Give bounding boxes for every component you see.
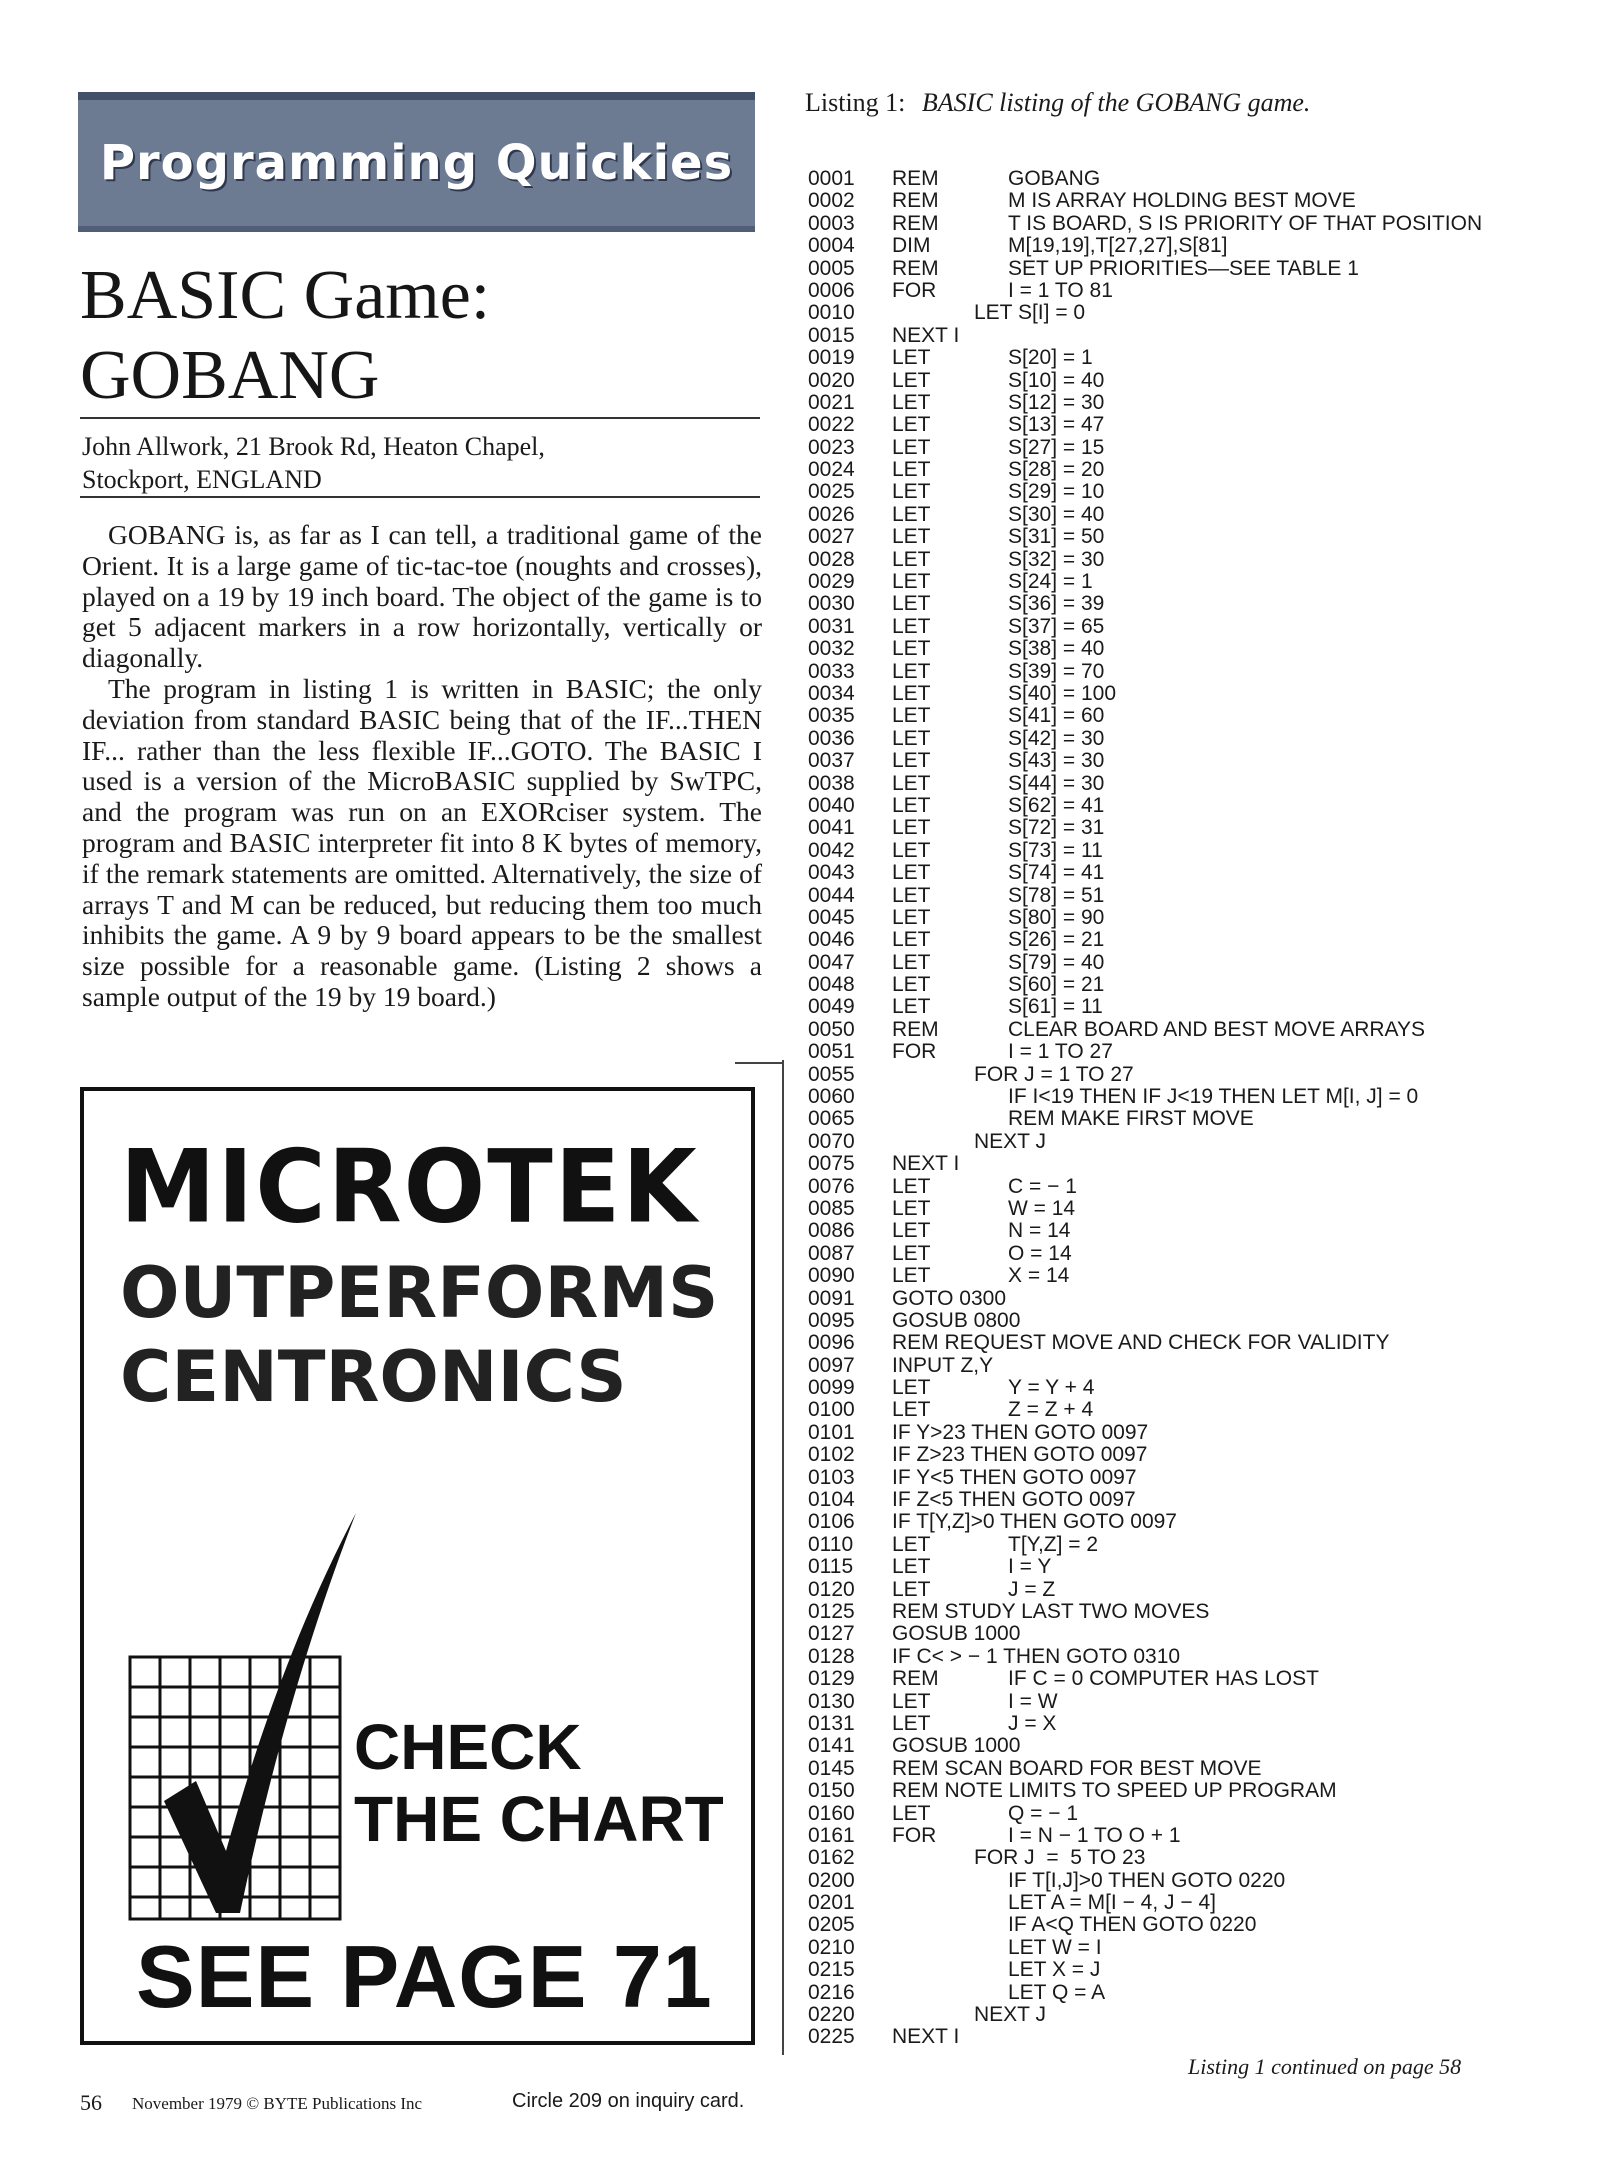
line-number: 0110	[808, 1532, 854, 1556]
argument: T[Y,Z] = 2	[1008, 1532, 1099, 1556]
line-number: 0099	[808, 1376, 855, 1400]
line-number: 0106	[808, 1510, 855, 1534]
statement: LET	[892, 525, 931, 549]
line-number: 0075	[808, 1152, 855, 1176]
line-number: 0128	[808, 1644, 855, 1668]
argument: I = W	[1008, 1689, 1058, 1713]
argument: S[41] = 60	[1008, 704, 1105, 728]
line-number: 0044	[808, 883, 855, 907]
line-number: 0026	[808, 502, 855, 526]
line-number: 0005	[808, 256, 855, 280]
line-number: 0024	[808, 458, 855, 482]
listing-caption-label: Listing 1:	[805, 88, 906, 117]
line-number: 0036	[808, 726, 855, 750]
line-number: 0129	[808, 1667, 855, 1691]
statement: LET	[892, 637, 931, 661]
argument: S[29] = 10	[1008, 480, 1105, 504]
statement: LET	[892, 1241, 931, 1265]
argument: S[31] = 50	[1008, 525, 1105, 549]
statement: GOSUB 1000	[892, 1622, 1021, 1646]
inquiry-card-note: Circle 209 on inquiry card.	[512, 2090, 745, 2112]
line-number: 0102	[808, 1443, 855, 1467]
ad-check-line-1: CHECK	[354, 1711, 582, 1783]
line-number: 0051	[808, 1040, 855, 1064]
argument: N = 14	[1008, 1219, 1071, 1243]
statement: LET	[892, 1174, 931, 1198]
line-number: 0042	[808, 838, 855, 862]
statement: LET	[892, 771, 931, 795]
statement: LET	[892, 1689, 931, 1713]
line-number: 0225	[808, 2025, 855, 2049]
line-number: 0103	[808, 1465, 855, 1489]
line-number: 0015	[808, 323, 855, 347]
statement: REM	[892, 256, 939, 280]
argument: Q = − 1	[1008, 1801, 1079, 1825]
statement: REM STUDY LAST TWO MOVES	[892, 1600, 1210, 1623]
statement: LET	[892, 435, 931, 459]
statement: REM	[892, 211, 939, 235]
argument: S[36] = 39	[1008, 592, 1105, 616]
statement: LET	[892, 547, 931, 571]
statement: IF Z>23 THEN GOTO 0097	[892, 1443, 1148, 1467]
statement: GOSUB 0800	[892, 1308, 1021, 1332]
statement: NEXT I	[892, 323, 960, 347]
statement: IF Z<5 THEN GOTO 0097	[892, 1488, 1136, 1512]
line-number: 0216	[808, 1980, 855, 2004]
argument: S[37] = 65	[1008, 614, 1105, 638]
statement: LET	[892, 749, 931, 773]
ad-headline	[120, 1251, 718, 1419]
statement: LET	[892, 458, 931, 482]
line-number: 0029	[808, 570, 855, 594]
nested-statement: LET S[I] = 0	[974, 301, 1086, 325]
paragraph: The program in listing 1 is written in BASIC; the only deviation from standard BASIC being that of the IF...THEN IF... rather than the less flexible IF...GOTO. The BASIC I used is a version of the MicroBASIC supplied by SwTPC, and the program was run on an EXORciser system. The program and BASIC interpreter fit into 8 K bytes of memory, if the remark statements are omitted. Alternatively, the size of arrays T and M can be reduced, but reducing them too much inhibits the game. A 9 by 9 board appears to be the smallest size possible for a reasonable game. (Listing 2 shows a sample output of the 19 by 19 board.)	[82, 672, 762, 1012]
statement: LET	[892, 1801, 931, 1825]
line-number: 0115	[808, 1555, 854, 1579]
statement: LET	[892, 883, 931, 907]
statement: LET	[892, 1264, 931, 1288]
statement: LET	[892, 480, 931, 504]
statement: LET	[892, 592, 931, 616]
argument: S[60] = 21	[1008, 973, 1105, 997]
statement: LET	[892, 726, 931, 750]
statement: LET	[892, 995, 931, 1019]
statement: LET	[892, 413, 931, 437]
line-number: 0104	[808, 1488, 855, 1512]
author-block	[82, 430, 545, 496]
statement: IF C< > − 1 THEN GOTO 0310	[892, 1644, 1181, 1668]
argument: S[73] = 11	[1008, 838, 1103, 862]
argument: S[61] = 11	[1008, 995, 1103, 1019]
argument: I = N − 1 TO O + 1	[1008, 1823, 1181, 1847]
line-number: 0047	[808, 950, 855, 974]
line-number: 0162	[808, 1846, 855, 1870]
argument: S[39] = 70	[1008, 659, 1105, 683]
argument: S[80] = 90	[1008, 905, 1105, 929]
argument: S[62] = 41	[1008, 793, 1105, 817]
line-number: 0096	[808, 1331, 855, 1355]
author-line-2: Stockport, ENGLAND	[82, 465, 322, 494]
argument: Y = Y + 4	[1008, 1376, 1095, 1400]
article-body	[82, 520, 762, 1013]
line-number: 0040	[808, 793, 855, 817]
statement: LET	[892, 659, 931, 683]
statement: LET	[892, 793, 931, 817]
article-title	[80, 256, 490, 416]
listing-caption-text: BASIC listing of the GOBANG game.	[921, 88, 1311, 117]
line-number: 0070	[808, 1129, 855, 1153]
paragraph: GOBANG is, as far as I can tell, a traditional game of the Orient. It is a large game of tic-tac-toe (noughts and crosses), played on a 19 by 19 inch board. The object of the game is to get 5 adjacent markers in a row horizontally, vertically or diagonally.	[82, 519, 762, 674]
divider	[80, 417, 760, 419]
line-number: 0141	[808, 1734, 855, 1758]
line-number: 0006	[808, 278, 855, 302]
author-line-1: John Allwork, 21 Brook Rd, Heaton Chapel,	[82, 432, 545, 461]
line-number: 0023	[808, 435, 855, 459]
argument: S[78] = 51	[1008, 883, 1105, 907]
line-number: 0045	[808, 905, 855, 929]
argument: S[42] = 30	[1008, 726, 1105, 750]
line-number: 0120	[808, 1577, 855, 1601]
line-number: 0035	[808, 704, 855, 728]
line-number: 0200	[808, 1868, 855, 1892]
section-banner	[78, 92, 755, 232]
argument: IF C = 0 COMPUTER HAS LOST	[1008, 1667, 1319, 1691]
statement: REM	[892, 167, 939, 190]
line-number: 0031	[808, 614, 855, 638]
argument: S[24] = 1	[1008, 570, 1093, 594]
divider	[80, 496, 760, 498]
divider	[782, 1060, 784, 2055]
argument: Z = Z + 4	[1008, 1398, 1094, 1422]
statement: LET	[892, 950, 931, 974]
line-number: 0025	[808, 480, 855, 504]
argument: S[26] = 21	[1008, 928, 1105, 952]
argument: X = 14	[1008, 1264, 1070, 1288]
line-number: 0205	[808, 1913, 855, 1937]
ad-logo: MICROTEK	[120, 1128, 699, 1246]
statement: LET	[892, 1577, 931, 1601]
argument: SET UP PRIORITIES—SEE TABLE 1	[1008, 256, 1359, 280]
line-number: 0055	[808, 1062, 855, 1086]
line-number: 0065	[808, 1107, 855, 1131]
statement: FOR	[892, 1823, 937, 1847]
nested-statement: FOR J = 5 TO 23	[974, 1846, 1146, 1870]
statement: LET	[892, 838, 931, 862]
statement: INPUT Z,Y	[892, 1353, 994, 1377]
statement: IF T[Y,Z]>0 THEN GOTO 0097	[892, 1510, 1177, 1534]
argument: I = 1 TO 27	[1008, 1040, 1113, 1064]
argument: LET W = I	[1008, 1935, 1102, 1959]
line-number: 0028	[808, 547, 855, 571]
line-number: 0161	[808, 1823, 855, 1847]
argument: M IS ARRAY HOLDING BEST MOVE	[1008, 189, 1356, 213]
argument: S[27] = 15	[1008, 435, 1105, 459]
line-number: 0150	[808, 1779, 855, 1803]
line-number: 0032	[808, 637, 855, 661]
argument: S[43] = 30	[1008, 749, 1105, 773]
statement: REM SCAN BOARD FOR BEST MOVE	[892, 1756, 1262, 1780]
statement: LET	[892, 390, 931, 414]
line-number: 0021	[808, 390, 855, 414]
statement: LET	[892, 570, 931, 594]
argument: IF I<19 THEN IF J<19 THEN LET M[I, J] = 0	[1008, 1085, 1419, 1109]
line-number: 0130	[808, 1689, 855, 1713]
argument: S[10] = 40	[1008, 368, 1105, 392]
issue-credit: November 1979 © BYTE Publications Inc	[132, 2094, 423, 2113]
line-number: 0210	[808, 1935, 855, 1959]
line-number: 0046	[808, 928, 855, 952]
statement: IF Y>23 THEN GOTO 0097	[892, 1420, 1149, 1444]
argument: J = X	[1008, 1711, 1057, 1735]
line-number: 0022	[808, 413, 855, 437]
microtek-advertisement	[80, 1087, 755, 2045]
ad-check-line-2: THE CHART	[354, 1783, 724, 1855]
line-number: 0050	[808, 1017, 855, 1041]
argument: T IS BOARD, S IS PRIORITY OF THAT POSITION	[1008, 211, 1483, 235]
line-number: 0100	[808, 1398, 855, 1422]
statement: LET	[892, 681, 931, 705]
statement: IF Y<5 THEN GOTO 0097	[892, 1465, 1137, 1489]
argument: CLEAR BOARD AND BEST MOVE ARRAYS	[1008, 1017, 1426, 1041]
argument: S[72] = 31	[1008, 816, 1105, 840]
line-number: 0087	[808, 1241, 855, 1265]
statement: FOR	[892, 1040, 937, 1064]
statement: GOSUB 1000	[892, 1734, 1021, 1758]
statement: REM	[892, 189, 939, 213]
line-number: 0010	[808, 301, 855, 325]
line-number: 0037	[808, 749, 855, 773]
line-number: 0019	[808, 346, 855, 370]
statement: LET	[892, 502, 931, 526]
nested-statement: NEXT J	[974, 2003, 1046, 2027]
statement: LET	[892, 816, 931, 840]
line-number: 0043	[808, 861, 855, 885]
argument: S[74] = 41	[1008, 861, 1105, 885]
line-number: 0101	[808, 1420, 855, 1444]
line-number: 0201	[808, 1891, 855, 1915]
argument: S[20] = 1	[1008, 346, 1093, 370]
argument: S[12] = 30	[1008, 390, 1105, 414]
statement: REM NOTE LIMITS TO SPEED UP PROGRAM	[892, 1779, 1337, 1803]
nested-statement: FOR J = 1 TO 27	[974, 1062, 1134, 1086]
line-number: 0127	[808, 1622, 855, 1646]
statement: LET	[892, 1398, 931, 1422]
statement: NEXT I	[892, 2025, 960, 2049]
argument: I = Y	[1008, 1555, 1052, 1579]
statement: LET	[892, 905, 931, 929]
argument: W = 14	[1008, 1196, 1076, 1220]
divider	[735, 1062, 782, 1064]
checkmark-grid-icon	[124, 1511, 364, 1931]
argument: O = 14	[1008, 1241, 1072, 1265]
line-number: 0090	[808, 1264, 855, 1288]
line-number: 0030	[808, 592, 855, 616]
line-number: 0001	[808, 167, 855, 190]
line-number: 0145	[808, 1756, 855, 1780]
statement: LET	[892, 1219, 931, 1243]
title-line-2: GOBANG	[80, 337, 380, 414]
line-number: 0160	[808, 1801, 855, 1825]
statement: NEXT I	[892, 1152, 960, 1176]
line-number: 0086	[808, 1219, 855, 1243]
statement: LET	[892, 346, 931, 370]
line-number: 0091	[808, 1286, 855, 1310]
statement: LET	[892, 1532, 931, 1556]
line-number: 0004	[808, 234, 855, 258]
listing-caption	[805, 88, 1310, 118]
title-line-1: BASIC Game:	[80, 257, 491, 334]
page-number: 56	[80, 2090, 102, 2115]
statement: LET	[892, 928, 931, 952]
argument: S[79] = 40	[1008, 950, 1105, 974]
argument: J = Z	[1008, 1577, 1056, 1601]
statement: LET	[892, 861, 931, 885]
line-number: 0131	[808, 1711, 855, 1735]
line-number: 0049	[808, 995, 855, 1019]
argument: S[28] = 20	[1008, 458, 1105, 482]
line-number: 0085	[808, 1196, 855, 1220]
argument: S[30] = 40	[1008, 502, 1105, 526]
line-number: 0002	[808, 189, 855, 213]
statement: LET	[892, 1555, 931, 1579]
line-number: 0215	[808, 1958, 855, 1982]
statement: LET	[892, 368, 931, 392]
nested-statement: NEXT J	[974, 1129, 1046, 1153]
argument: GOBANG	[1008, 167, 1101, 190]
line-number: 0125	[808, 1600, 855, 1623]
argument: S[40] = 100	[1008, 681, 1117, 705]
line-number: 0027	[808, 525, 855, 549]
line-number: 0060	[808, 1085, 855, 1109]
argument: LET Q = A	[1008, 1980, 1106, 2004]
statement: REM	[892, 1667, 939, 1691]
statement: LET	[892, 1196, 931, 1220]
statement: REM REQUEST MOVE AND CHECK FOR VALIDITY	[892, 1331, 1390, 1355]
ad-check-text	[354, 1711, 724, 1855]
line-number: 0048	[808, 973, 855, 997]
line-number: 0003	[808, 211, 855, 235]
argument: S[38] = 40	[1008, 637, 1105, 661]
argument: IF T[I,J]>0 THEN GOTO 0220	[1008, 1868, 1286, 1892]
line-number: 0034	[808, 681, 855, 705]
statement: DIM	[892, 234, 931, 258]
ad-headline-line-2: CENTRONICS	[120, 1336, 627, 1418]
line-number: 0220	[808, 2003, 855, 2027]
statement: LET	[892, 704, 931, 728]
banner-text: Programming Quickies	[99, 135, 734, 191]
argument: S[44] = 30	[1008, 771, 1105, 795]
line-number: 0033	[808, 659, 855, 683]
line-number: 0097	[808, 1353, 855, 1377]
line-number: 0095	[808, 1308, 855, 1332]
line-number: 0076	[808, 1174, 855, 1198]
statement: LET	[892, 973, 931, 997]
ad-see-page: SEE PAGE 71	[136, 1927, 713, 2026]
argument: S[13] = 47	[1008, 413, 1105, 437]
statement: REM	[892, 1017, 939, 1041]
argument: LET X = J	[1008, 1958, 1101, 1982]
argument: I = 1 TO 81	[1008, 278, 1113, 302]
argument: LET A = M[I − 4, J − 4]	[1008, 1891, 1216, 1915]
line-number: 0038	[808, 771, 855, 795]
statement: GOTO 0300	[892, 1286, 1007, 1310]
line-number: 0020	[808, 368, 855, 392]
statement: LET	[892, 614, 931, 638]
ad-headline-line-1: OUTPERFORMS	[120, 1252, 719, 1334]
line-number: 0041	[808, 816, 855, 840]
statement: FOR	[892, 278, 937, 302]
argument: M[19,19],T[27,27],S[81]	[1008, 234, 1228, 258]
argument: C = − 1	[1008, 1174, 1077, 1198]
continued-note: Listing 1 continued on page 58	[1188, 2054, 1462, 2079]
statement: LET	[892, 1711, 931, 1735]
statement: LET	[892, 1376, 931, 1400]
argument: REM MAKE FIRST MOVE	[1008, 1107, 1254, 1131]
argument: IF A<Q THEN GOTO 0220	[1008, 1913, 1257, 1937]
argument: S[32] = 30	[1008, 547, 1105, 571]
